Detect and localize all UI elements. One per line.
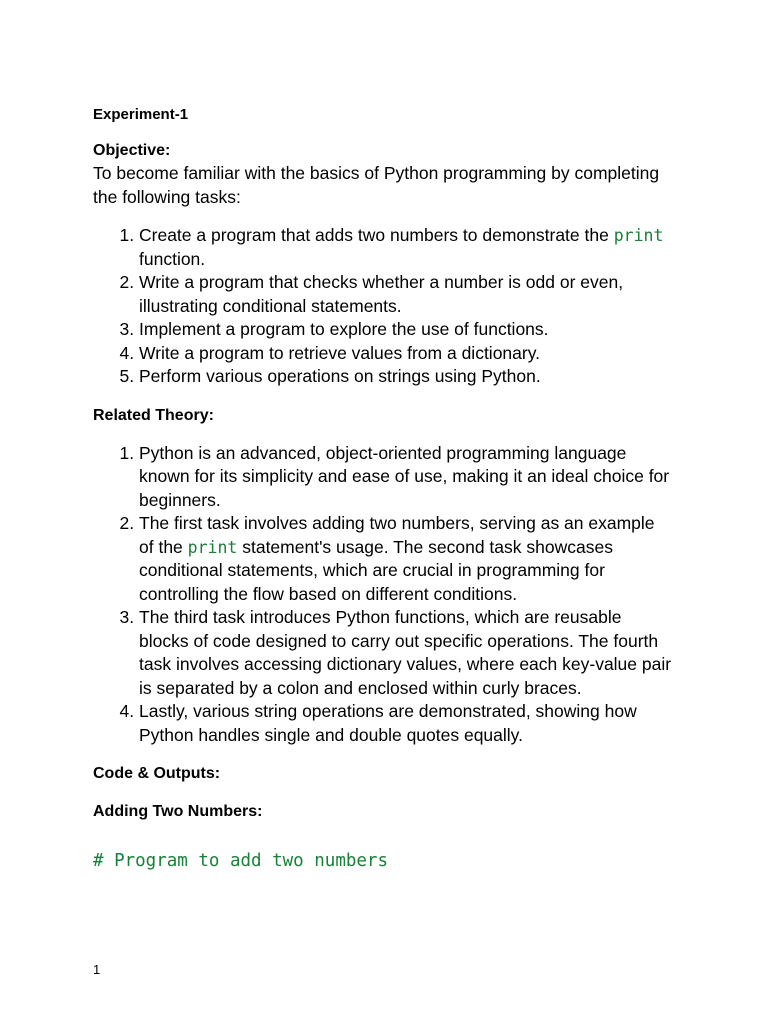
inline-code-print: print bbox=[613, 226, 664, 245]
page-number: 1 bbox=[93, 962, 101, 977]
objective-intro: To become familiar with the basics of Python programming by completing the following tasks: bbox=[93, 163, 660, 207]
theory-list bbox=[93, 442, 673, 748]
theory-2-text-end: statement's usage. The second task showcases conditional statements, which are crucial in programming for controlling the flow based on different conditions. bbox=[139, 536, 613, 604]
inline-code-print: print bbox=[187, 537, 238, 557]
list-item: 1. Python is an advanced, object-oriented programming language known for its simplicity and ease of use, making it an ideal choice for beginners. bbox=[139, 442, 673, 513]
document-page bbox=[93, 103, 673, 873]
task-1-text: Create a program that adds two numbers to demonstrate the bbox=[139, 225, 609, 245]
list-item: 3. Implement a program to explore the use of functions. bbox=[139, 318, 673, 342]
objective-task-list bbox=[93, 224, 673, 389]
list-item: 3. The third task introduces Python functions, which are reusable blocks of code designed to carry out specific operations. The fourth task involves accessing dictionary values, where each key-value pair is separated by a colon and enclosed within curly braces. bbox=[139, 606, 673, 700]
code-comment-line: # Program to add two numbers bbox=[93, 851, 389, 871]
list-item: 4. Write a program to retrieve values from a dictionary. bbox=[139, 342, 673, 366]
list-item: 4. Lastly, various string operations are demonstrated, showing how Python handles single and double quotes equally. bbox=[139, 700, 673, 747]
list-item: 2. Write a program that checks whether a number is odd or even, illustrating conditional statements. bbox=[139, 271, 673, 318]
task-1-text-end: function. bbox=[139, 248, 206, 269]
related-theory-heading: Related Theory: bbox=[93, 406, 214, 424]
list-item bbox=[139, 512, 673, 606]
list-item: 5. Perform various operations on strings using Python. bbox=[139, 365, 673, 389]
document-title: Experiment-1 bbox=[93, 106, 189, 123]
objective-heading: Objective: bbox=[93, 142, 171, 159]
theory-2-text: The first task involves adding two numbers, serving as an example of the bbox=[139, 513, 655, 557]
list-item bbox=[139, 224, 673, 271]
adding-two-numbers-heading: Adding Two Numbers: bbox=[93, 803, 263, 820]
code-outputs-heading: Code & Outputs: bbox=[93, 765, 221, 782]
